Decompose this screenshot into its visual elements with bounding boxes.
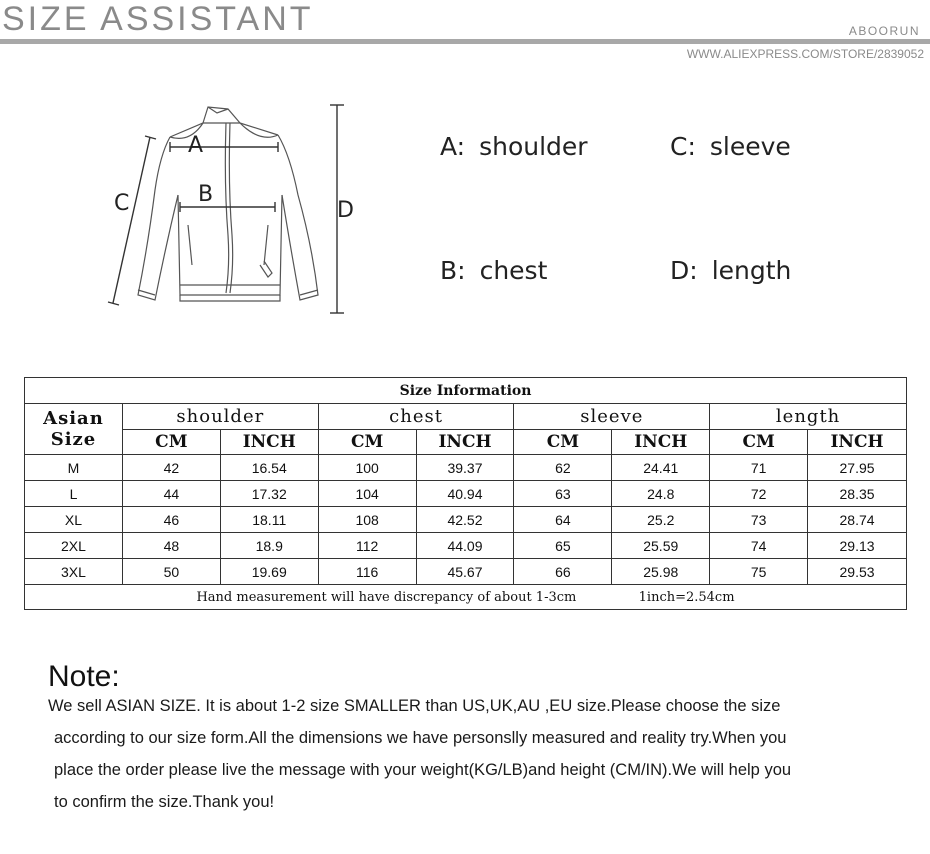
value-cell: 39.37: [416, 455, 514, 481]
table-footer: [25, 585, 907, 610]
unit-inch: INCH: [808, 430, 907, 455]
value-cell: 25.98: [612, 559, 710, 585]
legend-length: [670, 256, 791, 285]
note-body: [48, 690, 908, 818]
value-cell: 63: [514, 481, 612, 507]
value-cell: 44: [122, 481, 220, 507]
discrepancy-note: Hand measurement will have discrepancy of about 1-3cm: [196, 589, 577, 605]
page-title: SIZE ASSISTANT: [2, 0, 314, 38]
value-cell: 24.8: [612, 481, 710, 507]
diagram-label-c: C: [114, 191, 130, 216]
size-cell: L: [25, 481, 123, 507]
group-header-shoulder: shoulder: [122, 404, 318, 430]
value-cell: 112: [318, 533, 416, 559]
group-header-sleeve: sleeve: [514, 404, 710, 430]
table-row: [25, 455, 907, 481]
value-cell: 71: [710, 455, 808, 481]
value-cell: 72: [710, 481, 808, 507]
value-cell: 44.09: [416, 533, 514, 559]
unit-cm: CM: [318, 430, 416, 455]
value-cell: 24.41: [612, 455, 710, 481]
group-header-length: length: [710, 404, 907, 430]
diagram-label-d: D: [337, 198, 354, 223]
legend-text-a: shoulder: [479, 132, 588, 161]
value-cell: 64: [514, 507, 612, 533]
unit-cm: CM: [122, 430, 220, 455]
legend-text-b: chest: [479, 256, 548, 285]
value-cell: 17.32: [220, 481, 318, 507]
note-line: according to our size form.All the dimensions we have personslly measured and reality try.When you: [54, 729, 787, 747]
header-divider: [0, 39, 930, 44]
value-cell: 45.67: [416, 559, 514, 585]
legend-key-a: A:: [440, 132, 466, 161]
legend-key-c: C:: [670, 132, 696, 161]
unit-inch: INCH: [612, 430, 710, 455]
table-row: [25, 507, 907, 533]
brand-name: ABOORUN: [848, 24, 920, 38]
legend-key-b: B:: [440, 256, 466, 285]
table-title: Size Information: [25, 378, 907, 404]
legend-key-d: D:: [670, 256, 698, 285]
jacket-measurement-diagram: [100, 95, 370, 320]
value-cell: 74: [710, 533, 808, 559]
value-cell: 108: [318, 507, 416, 533]
value-cell: 28.74: [808, 507, 907, 533]
unit-cm: CM: [514, 430, 612, 455]
size-cell: 3XL: [25, 559, 123, 585]
value-cell: 25.59: [612, 533, 710, 559]
value-cell: 25.2: [612, 507, 710, 533]
size-cell: 2XL: [25, 533, 123, 559]
value-cell: 48: [122, 533, 220, 559]
value-cell: 27.95: [808, 455, 907, 481]
note-line: We sell ASIAN SIZE. It is about 1-2 size SMALLER than US,UK,AU ,EU size.Please choose the size: [48, 697, 781, 715]
legend-sleeve: [670, 132, 791, 161]
value-cell: 73: [710, 507, 808, 533]
inch-conversion-note: 1inch=2.54cm: [638, 589, 735, 605]
legend-text-d: length: [711, 256, 792, 285]
value-cell: 29.13: [808, 533, 907, 559]
unit-cm: CM: [710, 430, 808, 455]
value-cell: 75: [710, 559, 808, 585]
size-cell: XL: [25, 507, 123, 533]
diagram-label-b: B: [198, 182, 214, 207]
group-header-chest: chest: [318, 404, 514, 430]
note-line: place the order please live the message with your weight(KG/LB)and height (CM/IN).We will help you: [54, 761, 792, 779]
value-cell: 40.94: [416, 481, 514, 507]
value-cell: 19.69: [220, 559, 318, 585]
value-cell: 16.54: [220, 455, 318, 481]
value-cell: 66: [514, 559, 612, 585]
legend-chest: [440, 256, 547, 285]
value-cell: 28.35: [808, 481, 907, 507]
size-table: [24, 377, 907, 610]
note-line: to confirm the size.Thank you!: [54, 793, 275, 811]
value-cell: 18.11: [220, 507, 318, 533]
value-cell: 100: [318, 455, 416, 481]
value-cell: 116: [318, 559, 416, 585]
asian-size-header: Asian Size: [25, 404, 123, 455]
value-cell: 42.52: [416, 507, 514, 533]
value-cell: 46: [122, 507, 220, 533]
value-cell: 62: [514, 455, 612, 481]
diagram-label-a: A: [188, 133, 204, 158]
table-row: [25, 481, 907, 507]
value-cell: 29.53: [808, 559, 907, 585]
value-cell: 42: [122, 455, 220, 481]
unit-inch: INCH: [220, 430, 318, 455]
size-cell: M: [25, 455, 123, 481]
table-row: [25, 559, 907, 585]
value-cell: 18.9: [220, 533, 318, 559]
value-cell: 65: [514, 533, 612, 559]
store-url: WWW.ALIEXPRESS.COM/STORE/2839052: [686, 47, 924, 61]
note-title: Note:: [48, 660, 120, 693]
legend-shoulder: [440, 132, 588, 161]
value-cell: 50: [122, 559, 220, 585]
unit-inch: INCH: [416, 430, 514, 455]
value-cell: 104: [318, 481, 416, 507]
table-row: [25, 533, 907, 559]
legend-text-c: sleeve: [709, 132, 791, 161]
